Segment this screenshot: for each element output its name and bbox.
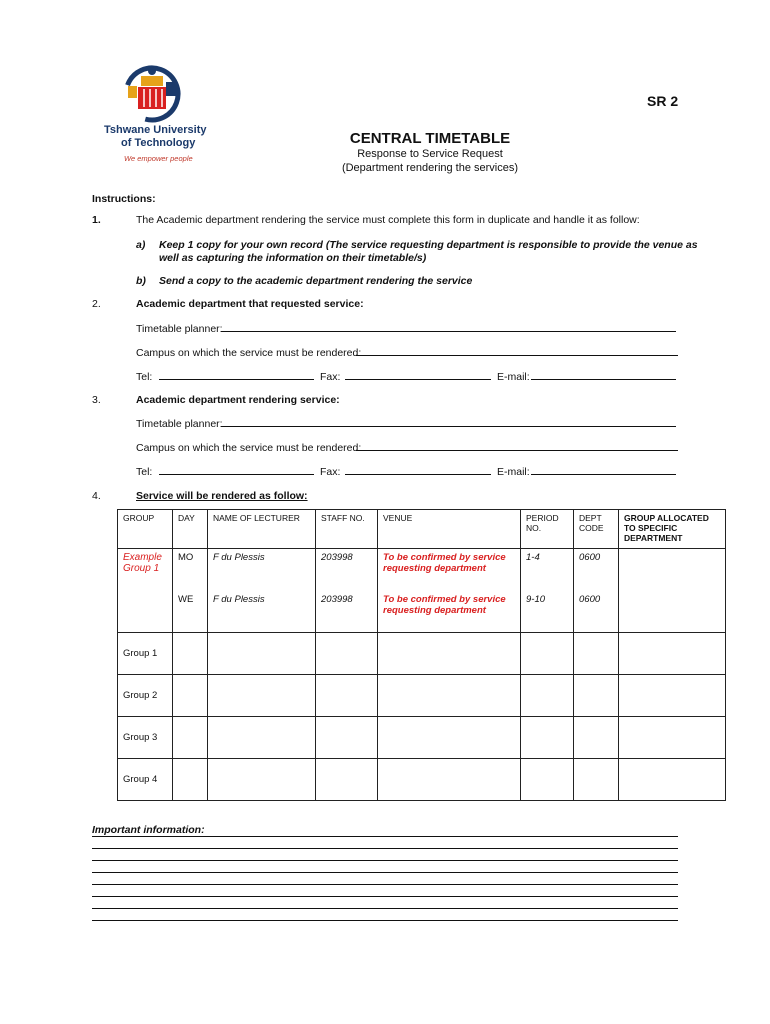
header-group-allocated: GROUP ALLOCATED TO SPECIFIC DEPARTMENT bbox=[619, 510, 726, 549]
cell-dept[interactable] bbox=[574, 633, 619, 675]
cell-group-allocated[interactable] bbox=[619, 633, 726, 675]
requesting-planner-label: Timetable planner: bbox=[136, 323, 223, 335]
cell-period: 1-4 bbox=[521, 549, 574, 591]
cell-staff[interactable] bbox=[316, 675, 378, 717]
cell-day[interactable] bbox=[173, 759, 208, 801]
page-subtitle-2: (Department rendering the services) bbox=[341, 162, 519, 174]
cell-staff[interactable] bbox=[316, 759, 378, 801]
page-subtitle: Response to Service Request bbox=[357, 148, 503, 160]
important-info-line[interactable] bbox=[92, 836, 678, 837]
rendering-planner-field[interactable] bbox=[221, 417, 676, 427]
cell-period[interactable] bbox=[521, 675, 574, 717]
table-row bbox=[118, 759, 726, 801]
cell-venue[interactable] bbox=[378, 759, 521, 801]
cell-day[interactable] bbox=[173, 675, 208, 717]
requesting-email-field[interactable] bbox=[531, 370, 676, 380]
item-1-number: 1. bbox=[92, 214, 101, 226]
important-info-line[interactable] bbox=[92, 896, 678, 897]
cell-day[interactable] bbox=[173, 633, 208, 675]
requesting-campus-label: Campus on which the service must be rendered: bbox=[136, 347, 362, 359]
rendering-planner-label: Timetable planner: bbox=[136, 418, 223, 430]
item-1a-text-2: well as capturing the information on their timetable/s) bbox=[159, 252, 427, 264]
cell-period[interactable] bbox=[521, 633, 574, 675]
cell-period[interactable] bbox=[521, 717, 574, 759]
cell-venue[interactable] bbox=[378, 633, 521, 675]
cell-group-allocated[interactable] bbox=[619, 675, 726, 717]
item-2-number: 2. bbox=[92, 298, 101, 310]
header-period: PERIOD NO. bbox=[521, 510, 574, 549]
item-4-heading: Service will be rendered as follow: bbox=[136, 490, 308, 502]
item-1b-text: Send a copy to the academic department rendering the service bbox=[159, 275, 473, 287]
cell-lecturer[interactable] bbox=[208, 759, 316, 801]
cell-group-allocated[interactable] bbox=[619, 549, 726, 633]
cell-venue[interactable] bbox=[378, 675, 521, 717]
cell-dept[interactable] bbox=[574, 759, 619, 801]
cell-day[interactable] bbox=[173, 717, 208, 759]
requesting-planner-field[interactable] bbox=[221, 322, 676, 332]
cell-staff[interactable] bbox=[316, 633, 378, 675]
cell-dept: 0600 bbox=[574, 591, 619, 633]
header-day: DAY bbox=[173, 510, 208, 549]
item-4-number: 4. bbox=[92, 490, 101, 502]
cell-lecturer: F du Plessis bbox=[208, 591, 316, 633]
table-row bbox=[118, 549, 726, 591]
item-2-heading: Academic department that requested service: bbox=[136, 298, 364, 310]
header-venue: VENUE bbox=[378, 510, 521, 549]
cell-group-allocated[interactable] bbox=[619, 717, 726, 759]
requesting-tel-field[interactable] bbox=[159, 370, 314, 380]
item-3-number: 3. bbox=[92, 394, 101, 406]
important-info-line[interactable] bbox=[92, 860, 678, 861]
rendering-email-field[interactable] bbox=[531, 465, 676, 475]
cell-lecturer[interactable] bbox=[208, 633, 316, 675]
rendering-email-label: E-mail: bbox=[497, 466, 530, 478]
important-info-line[interactable] bbox=[92, 872, 678, 873]
cell-lecturer[interactable] bbox=[208, 675, 316, 717]
form-code: SR 2 bbox=[647, 93, 679, 109]
cell-venue: To be confirmed by service requesting department bbox=[378, 549, 521, 591]
requesting-tel-label: Tel: bbox=[136, 371, 153, 383]
page-title: CENTRAL TIMETABLE bbox=[349, 130, 511, 147]
table-row bbox=[118, 717, 726, 759]
header-dept-code: DEPT CODE bbox=[574, 510, 619, 549]
item-1a-label: a) bbox=[136, 239, 146, 251]
important-info-line[interactable] bbox=[92, 920, 678, 921]
requesting-fax-label: Fax: bbox=[320, 371, 341, 383]
cell-dept[interactable] bbox=[574, 717, 619, 759]
important-info-line[interactable] bbox=[92, 908, 678, 909]
item-1b-label: b) bbox=[136, 275, 146, 287]
table-row bbox=[118, 633, 726, 675]
service-table bbox=[117, 509, 726, 801]
cell-dept: 0600 bbox=[574, 549, 619, 591]
rendering-fax-field[interactable] bbox=[345, 465, 491, 475]
rendering-fax-label: Fax: bbox=[320, 466, 341, 478]
requesting-email-label: E-mail: bbox=[497, 371, 530, 383]
important-info-label: Important information: bbox=[92, 824, 205, 836]
cell-day: WE bbox=[173, 591, 208, 633]
item-1a-text: Keep 1 copy for your own record (The service requesting department is responsible to provide the venue as bbox=[159, 239, 698, 251]
cell-lecturer: F du Plessis bbox=[208, 549, 316, 591]
cell-lecturer[interactable] bbox=[208, 717, 316, 759]
item-1-text: The Academic department rendering the service must complete this form in duplicate and handle it as follow: bbox=[136, 214, 640, 226]
group-label: Group 2 bbox=[118, 675, 173, 717]
important-info-line[interactable] bbox=[92, 848, 678, 849]
cell-staff[interactable] bbox=[316, 717, 378, 759]
group-label: Group 4 bbox=[118, 759, 173, 801]
header-lecturer: NAME OF LECTURER bbox=[208, 510, 316, 549]
logo-name-line1: Tshwane University bbox=[104, 124, 207, 136]
logo-name-line2: of Technology bbox=[121, 137, 196, 149]
instructions-label: Instructions: bbox=[92, 193, 156, 205]
cell-venue[interactable] bbox=[378, 717, 521, 759]
cell-day: MO bbox=[173, 549, 208, 591]
requesting-campus-field[interactable] bbox=[356, 346, 678, 356]
cell-period[interactable] bbox=[521, 759, 574, 801]
header-group: GROUP bbox=[118, 510, 173, 549]
rendering-campus-label: Campus on which the service must be rendered: bbox=[136, 442, 362, 454]
cell-venue: To be confirmed by service requesting department bbox=[378, 591, 521, 633]
rendering-tel-label: Tel: bbox=[136, 466, 153, 478]
cell-staff: 203998 bbox=[316, 549, 378, 591]
cell-group-allocated[interactable] bbox=[619, 759, 726, 801]
rendering-tel-field[interactable] bbox=[159, 465, 314, 475]
header-staff-no: STAFF NO. bbox=[316, 510, 378, 549]
table-header-row bbox=[118, 510, 726, 549]
group-label: Group 1 bbox=[118, 633, 173, 675]
table-row bbox=[118, 675, 726, 717]
group-label: Group 3 bbox=[118, 717, 173, 759]
example-group-cell: Example Group 1 bbox=[118, 549, 173, 633]
cell-dept[interactable] bbox=[574, 675, 619, 717]
logo-tagline: We empower people bbox=[124, 154, 193, 163]
item-3-heading: Academic department rendering service: bbox=[136, 394, 340, 406]
rendering-campus-field[interactable] bbox=[356, 441, 678, 451]
cell-period: 9-10 bbox=[521, 591, 574, 633]
requesting-fax-field[interactable] bbox=[345, 370, 491, 380]
important-info-line[interactable] bbox=[92, 884, 678, 885]
cell-staff: 203998 bbox=[316, 591, 378, 633]
